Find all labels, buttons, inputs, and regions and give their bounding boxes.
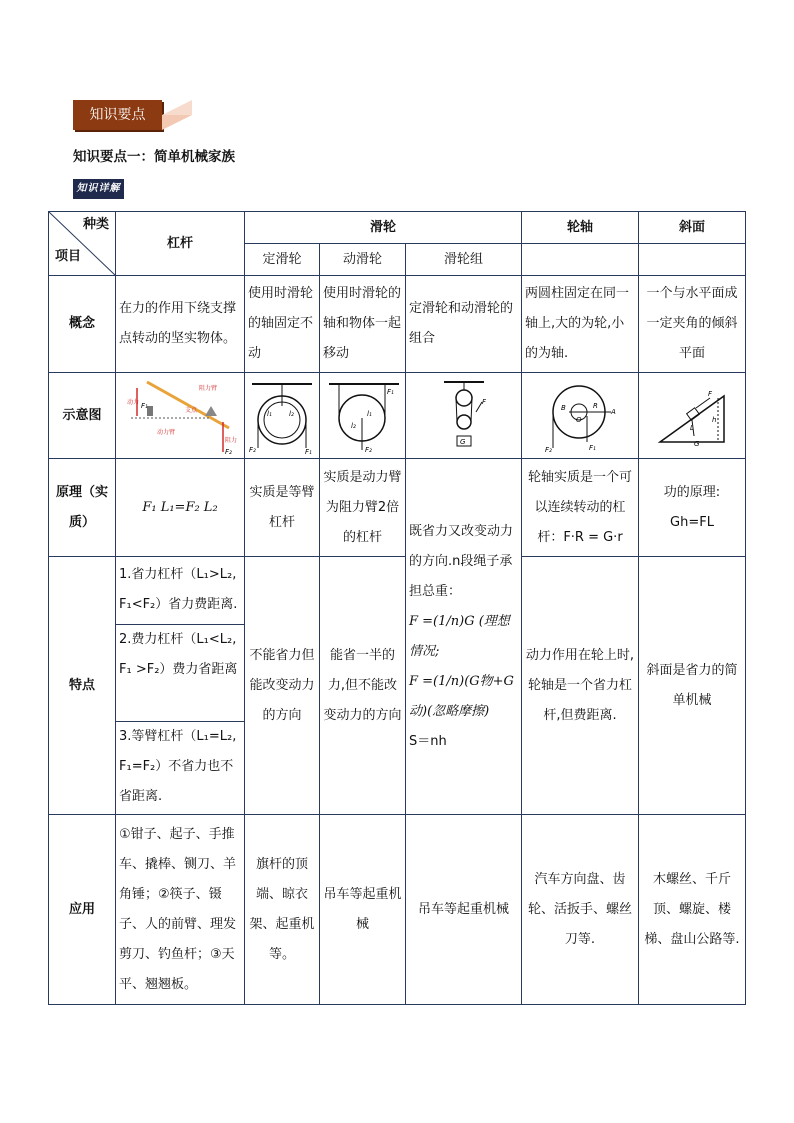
banner-decoration xyxy=(162,115,192,130)
wheel-b-label: B xyxy=(561,403,566,412)
fixed-pulley-diagram xyxy=(245,373,320,459)
fixed-f1-label: F₁ xyxy=(305,447,312,456)
wheel-o-label: O xyxy=(576,415,582,424)
feature-lever-2: 2.费力杠杆（L₁<L₂, F₁ >F₂）费力省距离 xyxy=(116,625,244,722)
block-formula-friction: F =(1/n)(G物+G动)(忽略摩擦) xyxy=(409,673,514,719)
header-movable-pulley: 动滑轮 xyxy=(320,244,406,276)
principle-incline: 功的原理: Gh=FL xyxy=(639,459,746,557)
application-wheel: 汽车方向盘、齿轮、活扳手、螺丝刀等. xyxy=(522,815,639,1005)
concept-fixed: 使用时滑轮的轴固定不动 xyxy=(245,276,320,373)
banner-label: 知识要点 xyxy=(73,100,162,130)
fixed-f2-label: F₂ xyxy=(249,445,256,454)
wheel-f2-label: F₂ xyxy=(545,445,552,454)
application-movable: 吊车等起重机械 xyxy=(320,815,406,1005)
concept-incline: 一个与水平面成一定夹角的倾斜平面 xyxy=(639,276,746,373)
corner-bottom: 项目 xyxy=(55,249,82,264)
block-g-label: G xyxy=(459,437,465,446)
incline-h-label: h xyxy=(712,415,717,424)
concept-lever: 在力的作用下绕支撑点转动的坚实物体。 xyxy=(116,276,245,373)
movable-f1-label: F₁ xyxy=(386,387,394,396)
wheel-a-label: A xyxy=(611,407,616,416)
lever-resist-label: 阻力 xyxy=(225,436,238,444)
knowledge-detail-tag: 知识详解 xyxy=(73,179,124,199)
movable-l1-label: l₁ xyxy=(366,409,372,418)
application-incline: 木螺丝、千斤顶、螺旋、楼梯、盘山公路等. xyxy=(639,815,746,1005)
corner-top: 种类 xyxy=(82,217,109,232)
lever-power-label: 动力 xyxy=(127,398,140,406)
incline-diagram xyxy=(639,373,746,459)
application-fixed: 旗杆的顶端、晾衣架、起重机等。 xyxy=(245,815,320,1005)
concept-wheel: 两圆柱固定在同一轴上,大的为轮,小的为轴. xyxy=(522,276,639,373)
application-block: 吊车等起重机械 xyxy=(406,815,522,1005)
pulley-block-diagram xyxy=(406,373,522,459)
feature-lever-3: 3.等臂杠杆（L₁=L₂, F₁=F₂）不省力也不省距离. xyxy=(119,728,237,804)
feature-wheel: 动力作用在轮上时,轮轴是一个省力杠杆,但费距离. xyxy=(522,557,639,815)
header-pulley-block: 滑轮组 xyxy=(406,244,522,276)
movable-pulley-diagram xyxy=(320,373,406,459)
feature-fixed: 不能省力但能改变动力的方向 xyxy=(245,557,320,815)
section-title: 知识要点一：简单机械家族 xyxy=(73,149,235,165)
concept-block: 定滑轮和动滑轮的组合 xyxy=(406,276,522,373)
block-f-label: F xyxy=(481,397,486,406)
incline-g-label: G xyxy=(694,439,700,448)
row-label-principle: 原理（实质） xyxy=(49,459,116,557)
banner-decoration xyxy=(162,100,192,115)
row-label-concept: 概念 xyxy=(49,276,116,373)
empty-cell xyxy=(639,244,746,276)
row-label-application: 应用 xyxy=(49,815,116,1005)
lever-f2-label: F₂ xyxy=(225,447,232,456)
header-incline: 斜面 xyxy=(639,212,746,244)
feature-incline: 斜面是省力的简单机械 xyxy=(639,557,746,815)
simple-machines-table xyxy=(48,211,746,1005)
feature-movable: 能省一半的力,但不能改变动力的方向 xyxy=(320,557,406,815)
incline-l-label: L xyxy=(690,423,694,432)
header-pulley: 滑轮 xyxy=(245,212,522,244)
concept-movable: 使用时滑轮的轴和物体一起移动 xyxy=(320,276,406,373)
empty-cell xyxy=(522,244,639,276)
wheel-r-label: R xyxy=(593,401,598,410)
principle-fixed: 实质是等臂杠杆 xyxy=(245,459,320,557)
movable-f2-label: F₂ xyxy=(364,445,372,454)
movable-l2-label: l₂ xyxy=(350,421,356,430)
feature-lever-1: 1.省力杠杆（L₁>L₂, F₁<F₂）省力费距离. xyxy=(116,560,244,625)
principle-wheel: 轮轴实质是一个可以连续转动的杠杆：F·R = G·r xyxy=(522,459,639,557)
block-description: 既省力又改变动力的方向.n段绳子承担总重： xyxy=(409,523,514,599)
lever-resist-arm-label: 阻力臂 xyxy=(199,384,218,392)
header-wheel-axle: 轮轴 xyxy=(522,212,639,244)
fixed-l2-label: l₂ xyxy=(289,409,294,418)
fixed-l1-label: l₁ xyxy=(267,409,272,418)
block-formula-ideal: F =(1/n)G (理想情况; xyxy=(409,613,510,659)
pulley-block-principle-feature xyxy=(406,459,522,815)
lever-fulcrum-label: 支点 xyxy=(185,406,198,414)
corner-header xyxy=(49,212,116,276)
feature-lever xyxy=(116,557,245,815)
application-lever: ①钳子、起子、手推车、撬棒、铡刀、羊角锤；②筷子、镊子、人的前臂、理发剪刀、钓鱼杆；③天平、翘翘板。 xyxy=(116,815,245,1005)
principle-movable: 实质是动力臂为阻力臂2倍的杠杆 xyxy=(320,459,406,557)
header-fixed-pulley: 定滑轮 xyxy=(245,244,320,276)
block-distance: S＝nh xyxy=(409,733,447,749)
incline-f-label: F xyxy=(708,389,713,398)
principle-lever: F₁ L₁=F₂ L₂ xyxy=(116,459,245,557)
section-banner xyxy=(73,100,193,130)
wheel-f1-label: F₁ xyxy=(589,443,596,452)
lever-power-arm-label: 动力臂 xyxy=(157,428,176,436)
lever-f1-label: F₁ xyxy=(141,401,148,410)
lever-diagram xyxy=(116,373,245,459)
row-label-diagram: 示意图 xyxy=(49,373,116,459)
wheel-axle-diagram xyxy=(522,373,639,459)
row-label-feature: 特点 xyxy=(49,557,116,815)
header-lever: 杠杆 xyxy=(116,212,245,276)
